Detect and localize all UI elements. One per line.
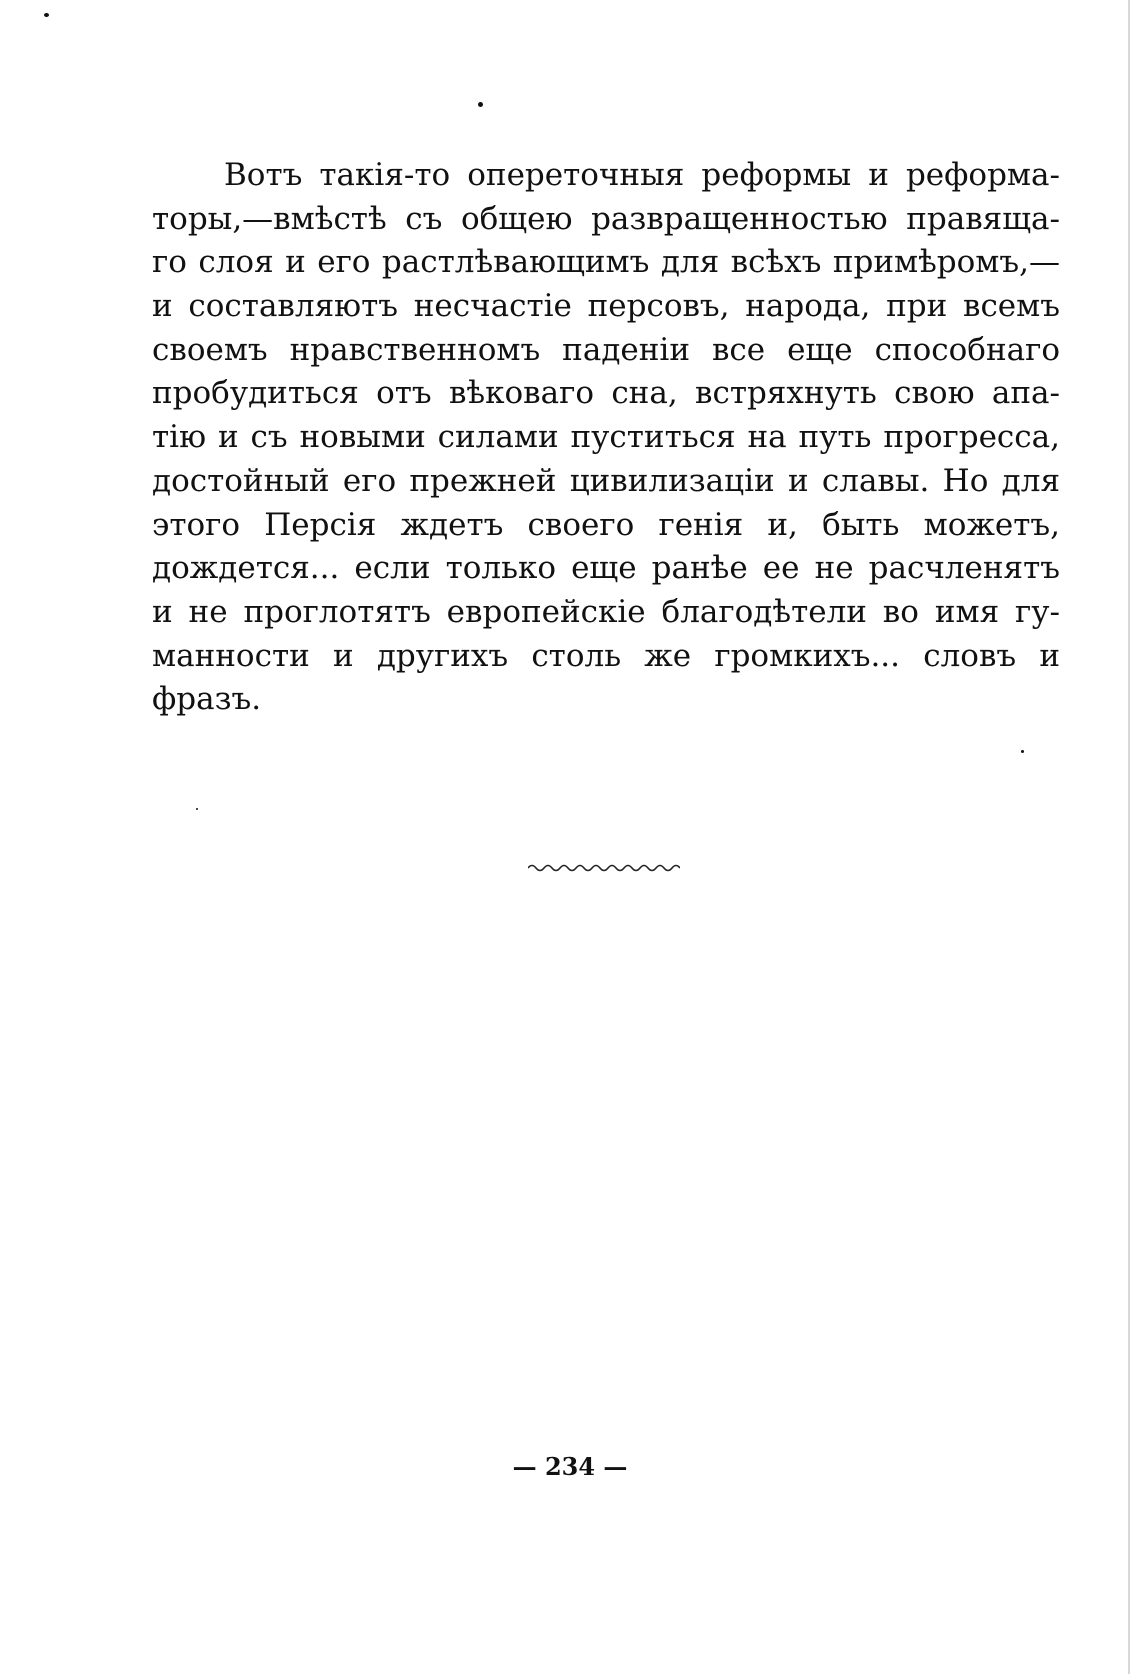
scan-speck bbox=[196, 808, 198, 810]
paragraph-line: го слоя и его растлѣвающимъ для всѣхъ примѣромъ,— bbox=[152, 244, 1060, 281]
paragraph-line: и составляютъ несчастіе персовъ, народа, при всемъ bbox=[152, 288, 1060, 325]
paragraph-line: торы,—вмѣстѣ съ общею развращенностью правяща- bbox=[152, 200, 1060, 237]
paragraph-line: Вотъ такія-то опереточныя реформы и реформа- bbox=[224, 157, 1060, 193]
paragraph-line: фразъ. bbox=[152, 681, 262, 718]
paragraph-line: достойный его прежней цивилизаціи и славы. Но для bbox=[152, 462, 1060, 499]
scan-speck bbox=[478, 102, 483, 107]
scan-speck bbox=[1021, 750, 1024, 753]
paragraph-line: своемъ нравственномъ паденіи все еще способнаго bbox=[152, 331, 1060, 368]
page-number: — 234 — bbox=[512, 1452, 628, 1481]
paragraph-line: и не проглотятъ европейскіе благодѣтели во имя гу- bbox=[152, 593, 1060, 630]
wavy-divider-ornament bbox=[528, 862, 680, 874]
paragraph-line: тію и съ новыми силами пуститься на путь прогресса, bbox=[152, 419, 1060, 456]
page-edge-shadow bbox=[1128, 0, 1130, 1674]
paragraph-line: манности и другихъ столь же громкихъ... словъ и bbox=[152, 637, 1060, 674]
paragraph-line: пробудиться отъ вѣковаго сна, встряхнуть свою апа- bbox=[152, 375, 1060, 412]
scan-speck bbox=[44, 13, 49, 17]
paragraph-line: дождется... если только еще ранѣе ее не расчленятъ bbox=[152, 550, 1060, 587]
paragraph-line: этого Персія ждетъ своего генія и, быть можетъ, bbox=[152, 506, 1060, 543]
main-paragraph bbox=[152, 154, 1060, 722]
